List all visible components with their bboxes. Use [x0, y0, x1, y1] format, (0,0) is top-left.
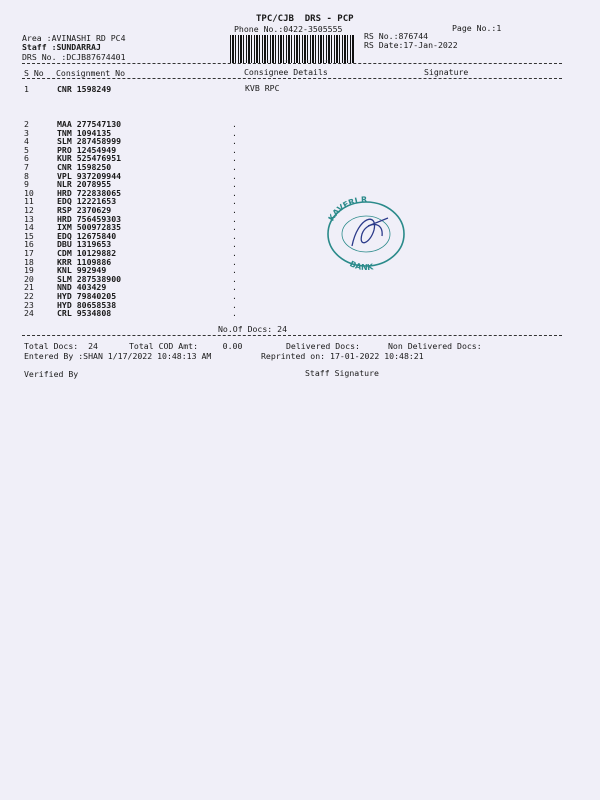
row-consignment: HYD 80658538 — [57, 299, 117, 310]
row-sno: 10 — [24, 187, 34, 198]
row-sno: 7 — [24, 162, 29, 172]
row-sno: 2 — [24, 119, 29, 129]
row-consignee-placeholder: . — [232, 162, 237, 172]
row-consignee-placeholder: . — [232, 308, 237, 319]
row-consignee-placeholder: . — [232, 282, 237, 293]
row-consignee-placeholder: . — [232, 179, 237, 190]
row-consignee-placeholder: . — [232, 187, 237, 198]
delivered-docs: Delivered Docs: — [286, 341, 360, 351]
document-title: TPC/CJB DRS - PCP — [256, 14, 354, 24]
column-header-signature: Signature — [424, 67, 469, 77]
row-sno: 22 — [24, 291, 34, 301]
row-consignment: RSP 2370629 — [57, 205, 112, 215]
rs-number: RS No.:876744 — [364, 31, 429, 41]
row-consignee-placeholder: . — [232, 299, 237, 310]
row-sno: 15 — [24, 230, 34, 241]
row-sno: 8 — [24, 170, 29, 181]
row-sno: 19 — [24, 265, 34, 276]
row-sno: 5 — [24, 144, 29, 155]
row-consignee-placeholder: . — [232, 239, 237, 250]
row-consignee-placeholder: . — [232, 196, 237, 207]
row-sno: 20 — [24, 273, 34, 284]
row-consignee-placeholder: . — [232, 291, 237, 301]
row-consignee-placeholder: . — [232, 153, 237, 164]
barcode — [230, 35, 355, 63]
divider — [22, 63, 562, 64]
divider — [22, 78, 562, 79]
row-consignment: DBU 1319653 — [57, 239, 112, 250]
row-consignee-placeholder: . — [232, 144, 237, 155]
row-consignment: EDQ 12221653 — [57, 196, 117, 207]
row-consignment: MAA 277547130 — [57, 119, 122, 129]
doc-count: No.Of Docs: 24 — [218, 324, 288, 334]
row-sno: 4 — [24, 136, 29, 147]
row-consignment: HRD 756459303 — [57, 213, 122, 224]
row-consignment: KRR 1109886 — [57, 256, 112, 267]
row-consignee: KVB RPC — [245, 83, 280, 93]
row-consignee-placeholder: . — [232, 222, 237, 233]
page-number: Page No.:1 — [452, 23, 502, 33]
staff-label: Staff :SUNDARRAJ — [22, 42, 101, 52]
row-sno: 9 — [24, 179, 29, 190]
row-consignment: EDQ 12675840 — [57, 230, 117, 241]
row-consignment: KNL 992949 — [57, 265, 107, 276]
non-delivered-docs: Non Delivered Docs: — [388, 341, 482, 351]
signature-scribble — [352, 218, 388, 246]
row-sno: 1 — [24, 84, 29, 94]
bank-stamp — [318, 196, 414, 272]
row-sno: 11 — [24, 196, 34, 207]
verified-by: Verified By — [24, 369, 79, 379]
total-cod-amount: Total COD Amt: 0.00 — [129, 341, 243, 351]
row-consignee-placeholder: . — [232, 248, 237, 258]
rs-date: RS Date:17-Jan-2022 — [364, 40, 458, 50]
column-header-sno: S No — [24, 68, 44, 78]
row-consignment: IXM 500972835 — [57, 222, 122, 233]
row-consignee-placeholder: . — [232, 136, 237, 147]
row-consignment: CDM 10129882 — [57, 248, 117, 258]
row-consignee-placeholder: . — [232, 170, 237, 181]
staff-signature: Staff Signature — [305, 368, 379, 378]
area-label: Area :AVINASHI RD PC4 — [22, 33, 126, 43]
row-consignee-placeholder: . — [232, 213, 237, 224]
divider — [22, 335, 562, 336]
row-sno: 18 — [24, 256, 34, 267]
row-consignment: VPL 937209944 — [57, 170, 122, 181]
row-consignment: KUR 525476951 — [57, 153, 122, 164]
row-sno: 13 — [24, 213, 34, 224]
svg-text:BANK — [348, 259, 374, 272]
reprinted-on: Reprinted on: 17-01-2022 10:48:21 — [261, 351, 424, 361]
row-sno: 23 — [24, 299, 34, 310]
stamp-text-top: KAVERI R — [326, 196, 368, 223]
row-consignment: HYD 79840205 — [57, 291, 117, 301]
row-sno: 6 — [24, 153, 29, 164]
row-consignment: NND 403429 — [57, 282, 107, 293]
row-consignee-placeholder: . — [232, 205, 237, 215]
row-sno: 24 — [24, 308, 34, 319]
row-sno: 14 — [24, 222, 34, 233]
row-consignment: CNR 1598249 — [57, 84, 112, 94]
row-consignment: SLM 287458999 — [57, 136, 122, 147]
row-consignment: CNR 1598250 — [57, 162, 112, 172]
row-sno: 12 — [24, 205, 34, 215]
row-sno: 21 — [24, 282, 34, 293]
row-consignment: TNM 1094135 — [57, 127, 112, 138]
row-consignee-placeholder: . — [232, 265, 237, 276]
drs-number: DRS No. :DCJB87674401 — [22, 52, 126, 62]
table-row — [24, 308, 254, 318]
row-consignee-placeholder: . — [232, 273, 237, 284]
stamp-text-bottom: BANK — [348, 259, 374, 272]
row-consignee-placeholder: . — [232, 127, 237, 138]
column-header-consignment: Consignment No — [56, 68, 126, 78]
column-header-consignee: Consignee Details — [244, 67, 328, 77]
row-consignment: PRO 12454949 — [57, 144, 117, 155]
row-sno: 17 — [24, 248, 34, 258]
phone-number: Phone No.:0422-3505555 — [234, 24, 343, 34]
total-docs: Total Docs: 24 — [24, 341, 98, 351]
row-sno: 16 — [24, 239, 34, 250]
row-consignee-placeholder: . — [232, 230, 237, 241]
svg-text:KAVERI R — [327, 196, 368, 223]
row-consignee-placeholder: . — [232, 256, 237, 267]
row-consignee-placeholder: . — [232, 119, 237, 129]
row-consignment: SLM 287538900 — [57, 273, 122, 284]
entered-by: Entered By :SHAN 1/17/2022 10:48:13 AM — [24, 351, 212, 361]
row-consignment: HRD 722838065 — [57, 187, 122, 198]
row-consignment: CRL 9534808 — [57, 308, 112, 319]
row-consignment: NLR 2078955 — [57, 179, 112, 190]
row-sno: 3 — [24, 127, 29, 138]
